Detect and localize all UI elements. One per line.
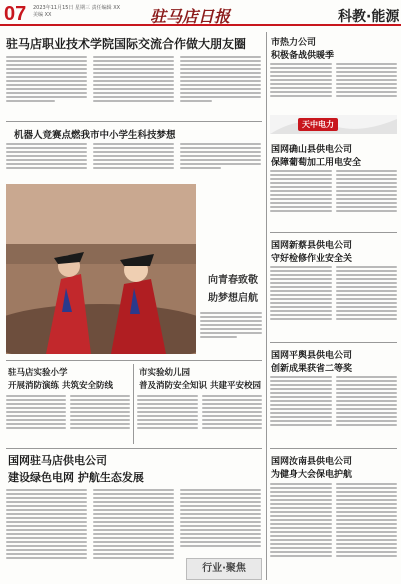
article-body [6, 143, 261, 179]
article-title: 市热力公司 [271, 38, 317, 48]
page-number: 07 [4, 3, 27, 25]
article-title: 驻马店职业技术学院国际交流合作做大朋友圈 [6, 37, 247, 51]
divider [270, 342, 397, 343]
article-body [137, 395, 262, 443]
column-divider [133, 364, 134, 444]
article-body [270, 170, 397, 225]
photo-description [200, 312, 262, 352]
article-title: 机器人竞赛点燃我市中小学生科技梦想 [14, 130, 176, 141]
divider [270, 448, 397, 449]
banner-label: 天中电力 [302, 120, 334, 129]
section-banner [270, 115, 397, 134]
section-title: 科教·能源 [338, 9, 400, 25]
article-body [270, 63, 397, 107]
article-subtitle: 开展消防演练 共筑安全防线 [8, 381, 113, 391]
divider [6, 360, 262, 361]
article-subtitle: 创新成果获省二等奖 [271, 364, 353, 374]
caption-line: 向青春致敬 [208, 275, 258, 286]
caption-line: 助梦想启航 [208, 293, 258, 304]
article-body [270, 266, 397, 336]
article-subtitle: 保障葡萄加工用电安全 [271, 158, 362, 168]
graduation-photo [6, 184, 196, 354]
article-title: 国网确山县供电公司 [271, 145, 353, 155]
newspaper-logo: 驻马店日报 [150, 7, 231, 26]
issue-meta: 2023年11月15日 星期三 责任编辑 XX 美编 XX [33, 5, 121, 18]
article-body [6, 56, 261, 116]
article-subtitle: 普及消防安全知识 共建平安校园 [139, 381, 261, 391]
article-body [6, 395, 130, 443]
article-title: 市实验幼儿园 [139, 368, 191, 378]
photo-caption [208, 272, 263, 308]
article-subtitle: 积极备战供暖季 [271, 51, 335, 61]
article-title: 国网汝南县供电公司 [271, 457, 353, 467]
column-divider [266, 32, 267, 580]
article-title: 国网驻马店供电公司 [8, 454, 107, 467]
divider [270, 232, 397, 233]
article-body [270, 483, 397, 579]
article-title: 国网平舆县供电公司 [271, 351, 353, 361]
article-title: 国网新蔡县供电公司 [271, 241, 353, 251]
article-subtitle: 为健身大会保电护航 [271, 470, 353, 480]
divider [6, 121, 262, 122]
article-body [270, 376, 397, 441]
article-title: 驻马店实验小学 [8, 368, 68, 378]
article-subtitle: 守好检修作业安全关 [271, 254, 353, 264]
divider [6, 448, 262, 449]
corner-tag: 行业·聚焦 [186, 558, 262, 580]
article-subtitle: 建设绿色电网 护航生态发展 [8, 471, 144, 484]
